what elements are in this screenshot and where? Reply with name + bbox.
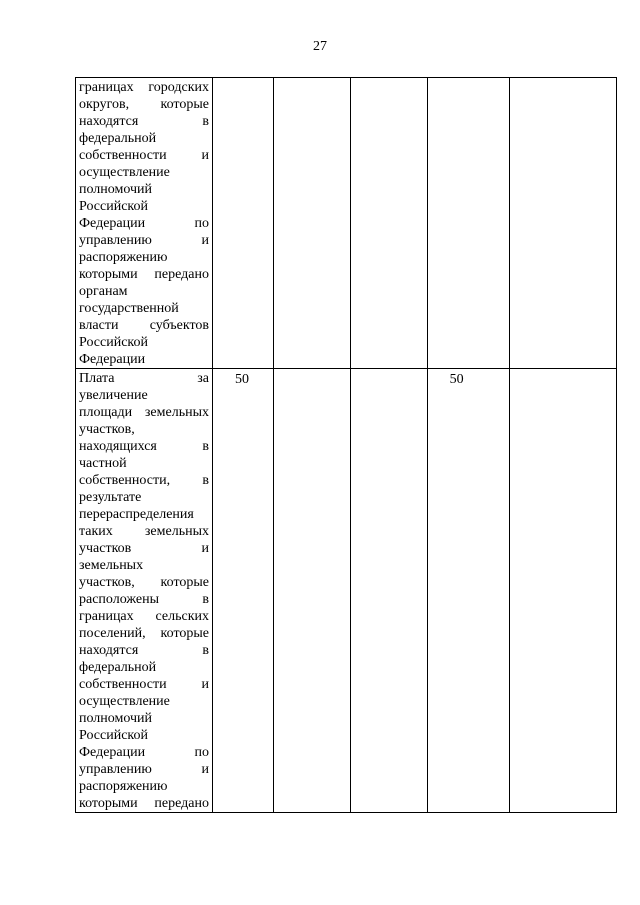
- cell-value: [351, 78, 427, 80]
- cell-value: [510, 369, 616, 371]
- table-row: [76, 369, 617, 813]
- description-line: распоряжению: [79, 779, 168, 794]
- table-row: [76, 78, 617, 369]
- cell-value: 50: [449, 372, 464, 387]
- value-cell: [213, 369, 274, 813]
- description-line: участков и: [79, 541, 209, 556]
- description-line: которыми передано: [79, 796, 209, 811]
- description-line: федеральной: [79, 131, 157, 146]
- description-line: частной: [79, 456, 127, 471]
- description-line: Российской: [79, 728, 148, 743]
- value-cell: [510, 78, 617, 369]
- description-line: границах городских: [79, 80, 209, 95]
- value-cell: [351, 369, 428, 813]
- description-line: поселений, которые: [79, 626, 209, 641]
- description-line: осуществление: [79, 165, 170, 180]
- budget-table: [75, 77, 617, 813]
- description-line: органам: [79, 284, 128, 299]
- description-line: участков,: [79, 422, 135, 437]
- description-line: которыми передано: [79, 267, 209, 282]
- table-body: [76, 78, 617, 813]
- cell-value: 50: [235, 372, 249, 387]
- description-line: Российской: [79, 199, 148, 214]
- description-line: Федерации: [79, 352, 146, 367]
- description-line: Российской: [79, 335, 148, 350]
- description-line: перераспределения: [79, 507, 194, 522]
- description-line: расположены в: [79, 592, 209, 607]
- value-cell: [274, 369, 351, 813]
- description-line: находятся в: [79, 114, 209, 129]
- page-number: 27: [313, 39, 327, 54]
- description-line: земельных: [79, 558, 144, 573]
- description-line: собственности, в: [79, 473, 209, 488]
- cell-value: [510, 78, 616, 80]
- value-cell: [510, 369, 617, 813]
- cell-value: [274, 369, 350, 371]
- description-line: федеральной: [79, 660, 157, 675]
- description-line: распоряжению: [79, 250, 168, 265]
- description-line: увеличение: [79, 388, 148, 403]
- description-line: таких земельных: [79, 524, 209, 539]
- description-line: власти субъектов: [79, 318, 209, 333]
- description-line: округов, которые: [79, 97, 209, 112]
- value-cell: [427, 78, 510, 369]
- description-line: Федерации по: [79, 745, 209, 760]
- description-line: управлению и: [79, 233, 209, 248]
- description-line: полномочий: [79, 182, 153, 197]
- description-line: полномочий: [79, 711, 153, 726]
- description-cell: [76, 78, 213, 369]
- description-line: собственности и: [79, 677, 209, 692]
- description-line: осуществление: [79, 694, 170, 709]
- description-line: государственной: [79, 301, 179, 316]
- description-line: результате: [79, 490, 142, 505]
- description-line: находятся в: [79, 643, 209, 658]
- description-line: собственности и: [79, 148, 209, 163]
- description-line: управлению и: [79, 762, 209, 777]
- cell-value: [428, 78, 510, 80]
- value-cell: [427, 369, 510, 813]
- description-line: Федерации по: [79, 216, 209, 231]
- description-line: Плата за: [79, 371, 209, 386]
- cell-value: [213, 78, 273, 80]
- value-cell: [274, 78, 351, 369]
- description-line: площади земельных: [79, 405, 209, 420]
- description-line: границах сельских: [79, 609, 209, 624]
- description-line: находящихся в: [79, 439, 209, 454]
- cell-value: [351, 369, 427, 371]
- description-line: участков, которые: [79, 575, 209, 590]
- value-cell: [213, 78, 274, 369]
- value-cell: [351, 78, 428, 369]
- cell-value: [274, 78, 350, 80]
- description-cell: [76, 369, 213, 813]
